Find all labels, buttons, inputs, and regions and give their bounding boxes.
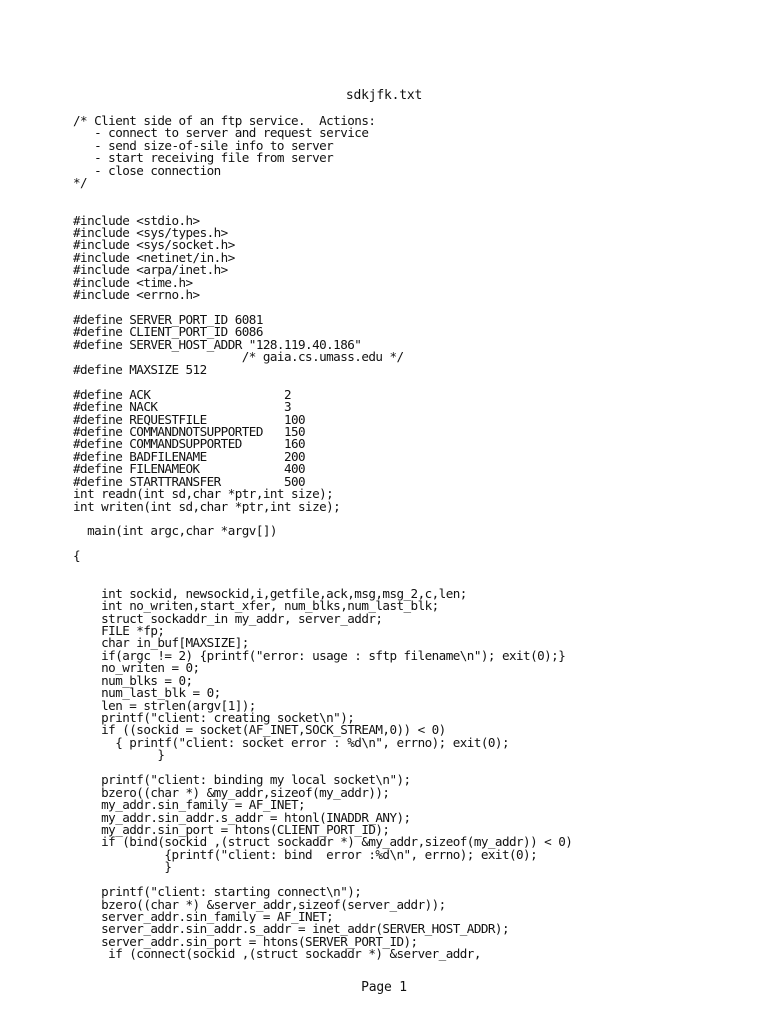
code-line: server_addr.sin_addr.s_addr = inet_addr(SERVER_HOST_ADDR); xyxy=(73,921,509,937)
code-line: server_addr.sin_family = AF_INET; xyxy=(73,909,334,924)
code-line: #include <errno.h> xyxy=(73,287,200,303)
code-line: my_addr.sin_family = AF_INET; xyxy=(73,797,306,813)
code-line: int writen(int sd,char *ptr,int size); xyxy=(73,498,341,514)
code-line: { printf("client: socket error : %d\n", errno); exit(0); xyxy=(73,734,509,750)
code-line: #include <stdio.h> xyxy=(73,212,200,228)
code-line xyxy=(73,538,572,550)
code-line: if(argc != 2) {printf("error: usage : sftp filename\n"); exit(0);} xyxy=(73,647,566,663)
code-line: server_addr.sin_port = htons(SERVER_PORT_ID); xyxy=(73,933,418,949)
code-line: FILE *fp; xyxy=(73,622,165,638)
code-line: struct sockaddr_in my_addr, server_addr; xyxy=(73,610,383,626)
code-line: num_last_blk = 0; xyxy=(73,685,221,701)
code-line: } xyxy=(73,747,165,763)
code-line: - connect to server and request service xyxy=(73,125,369,141)
code-line: #define STARTTRANSFER 500 xyxy=(73,473,306,489)
code-line: printf("client: starting connect\n"); xyxy=(73,884,362,900)
code-line: if (connect(sockid ,(struct sockaddr *) &server_addr, xyxy=(73,946,481,962)
code-line xyxy=(73,563,572,575)
code-line: - start receiving file from server xyxy=(73,150,334,166)
code-listing xyxy=(73,115,572,961)
document-title: sdkjfk.txt xyxy=(345,88,423,103)
code-line: bzero((char *) &server_addr,sizeof(server_addr)); xyxy=(73,896,446,912)
code-line: { xyxy=(73,548,81,564)
code-line: #define COMMANDNOTSUPPORTED 150 xyxy=(73,423,306,439)
code-line: */ xyxy=(73,175,88,191)
code-line: #define COMMANDSUPPORTED 160 xyxy=(73,436,306,452)
code-line: /* Client side of an ftp service. Actions: xyxy=(73,113,376,128)
code-line: #define BADFILENAME 200 xyxy=(73,448,306,464)
code-line: #define MAXSIZE 512 xyxy=(73,361,207,377)
code-line: char in_buf[MAXSIZE]; xyxy=(73,635,249,651)
code-line: len = strlen(argv[1]); xyxy=(73,697,256,713)
code-line: my_addr.sin_port = htons(CLIENT_PORT_ID); xyxy=(73,821,390,837)
code-line: #include <sys/types.h> xyxy=(73,224,228,240)
code-line xyxy=(73,190,572,202)
code-line: if (bind(sockid ,(struct sockaddr *) &my_addr,sizeof(my_addr)) < 0) xyxy=(73,834,573,850)
code-line: int sockid, newsockid,i,getfile,ack,msg,msg_2,c,len; xyxy=(73,585,467,601)
code-line: {printf("client: bind error :%d\n", errno); exit(0); xyxy=(73,846,538,862)
page-number: Page 1 xyxy=(361,980,407,995)
code-line: bzero((char *) &my_addr,sizeof(my_addr)); xyxy=(73,784,390,800)
code-line: #define NACK 3 xyxy=(73,399,291,415)
code-line: int no_writen,start_xfer, num_blks,num_last_blk; xyxy=(73,598,439,614)
code-line: #define ACK 2 xyxy=(73,386,291,402)
code-line: #include <time.h> xyxy=(73,274,193,290)
code-line: num_blks = 0; xyxy=(73,672,193,688)
code-line: /* gaia.cs.umass.edu */ xyxy=(73,349,404,365)
code-line: - send size-of-sile info to server xyxy=(73,137,334,153)
code-line: #define SERVER_HOST_ADDR "128.119.40.186" xyxy=(73,336,362,352)
code-line: #define CLIENT_PORT_ID 6086 xyxy=(73,324,263,340)
code-line: my_addr.sin_addr.s_addr = htonl(INADDR_ANY); xyxy=(73,809,411,825)
code-line: printf("client: binding my local socket\n"); xyxy=(73,772,411,788)
code-line: #define REQUESTFILE 100 xyxy=(73,411,306,427)
code-line: #include <sys/socket.h> xyxy=(73,237,235,253)
code-line: - close connection xyxy=(73,162,221,178)
code-line: #define FILENAMEOK 400 xyxy=(73,461,306,477)
code-line: if ((sockid = socket(AF_INET,SOCK_STREAM,0)) < 0) xyxy=(73,722,446,738)
code-line: main(int argc,char *argv[]) xyxy=(73,523,277,539)
code-line: printf("client: creating socket\n"); xyxy=(73,710,355,725)
code-line: int readn(int sd,char *ptr,int size); xyxy=(73,486,334,502)
code-line: } xyxy=(73,859,172,875)
code-line: no_writen = 0; xyxy=(73,660,200,676)
code-line: #include <arpa/inet.h> xyxy=(73,262,228,278)
code-line: #define SERVER_PORT_ID 6081 xyxy=(73,312,263,327)
code-line: #include <netinet/in.h> xyxy=(73,249,235,265)
